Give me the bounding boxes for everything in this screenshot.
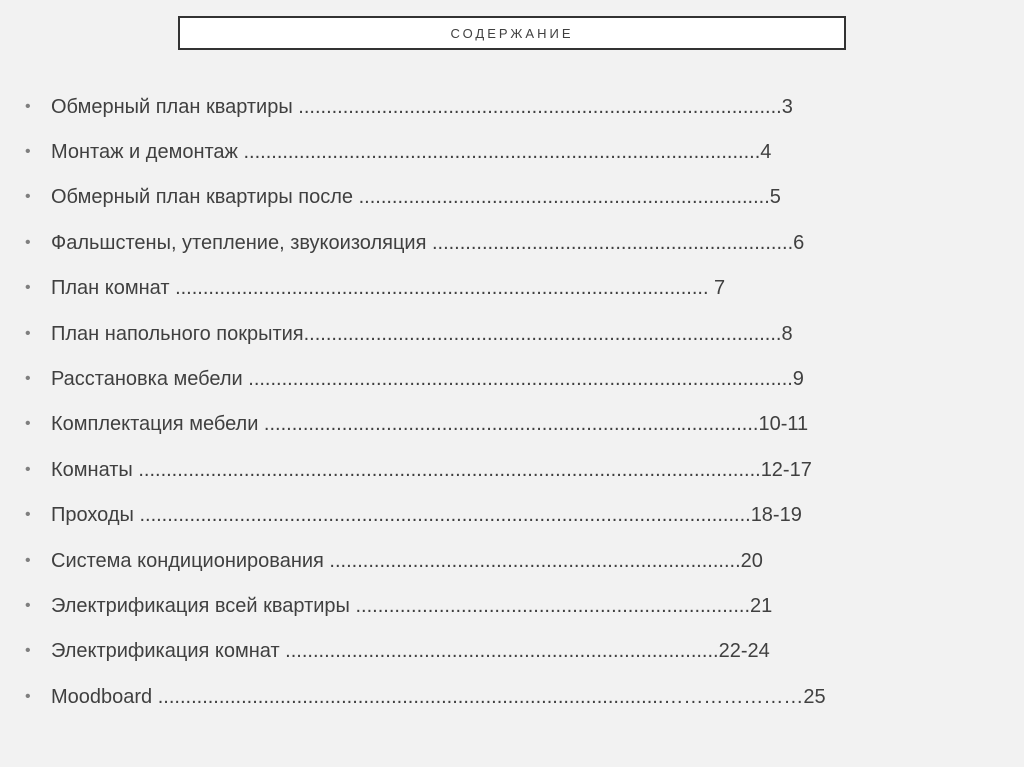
toc-entry: Электрификация всей квартиры .......................................................................21: [51, 594, 773, 617]
toc-entry: Обмерный план квартиры .......................................................................................3: [51, 95, 793, 118]
toc-item: [0, 311, 1024, 356]
toc-entry: Фальшстены, утепление, звукоизоляция .................................................................6: [51, 231, 805, 254]
toc-item: [0, 674, 1024, 719]
table-of-contents: [0, 84, 1024, 719]
toc-entry: Электрификация комнат ..............................................................................22-24: [51, 640, 770, 663]
toc-entry: Обмерный план квартиры после ..........................................................................5: [51, 186, 781, 209]
bullet-icon: •: [25, 596, 31, 614]
toc-entry: Moodboard ...........................................................................................…………………25: [51, 685, 826, 708]
toc-item: [0, 175, 1024, 220]
bullet-icon: •: [25, 551, 31, 569]
bullet-icon: •: [25, 324, 31, 342]
toc-entry: Система кондиционирования ..........................................................................20: [51, 549, 763, 572]
toc-entry: План комнат ................................................................................................ 7: [51, 277, 726, 300]
bullet-icon: •: [25, 279, 31, 297]
toc-item: [0, 266, 1024, 311]
toc-item: [0, 538, 1024, 583]
toc-entry: Комнаты ................................................................................................................12-17: [51, 458, 812, 481]
bullet-icon: •: [25, 687, 31, 705]
bullet-icon: •: [25, 233, 31, 251]
page-title: СОДЕРЖАНИЕ: [450, 25, 574, 41]
bullet-icon: •: [25, 460, 31, 478]
toc-item: [0, 356, 1024, 401]
toc-item: [0, 129, 1024, 174]
bullet-icon: •: [25, 415, 31, 433]
toc-item: [0, 402, 1024, 447]
toc-item: [0, 583, 1024, 628]
toc-entry: Расстановка мебели ..................................................................................................9: [51, 368, 804, 391]
bullet-icon: •: [25, 506, 31, 524]
toc-item: [0, 629, 1024, 674]
toc-item: [0, 493, 1024, 538]
toc-entry: План напольного покрытия......................................................................................8: [51, 322, 793, 345]
toc-item: [0, 447, 1024, 492]
bullet-icon: •: [25, 188, 31, 206]
bullet-icon: •: [25, 642, 31, 660]
toc-entry: Комплектация мебели .........................................................................................10-11: [51, 413, 809, 436]
toc-entry: Проходы ..............................................................................................................18-19: [51, 504, 802, 527]
bullet-icon: •: [25, 143, 31, 161]
title-box: [178, 16, 846, 50]
bullet-icon: •: [25, 97, 31, 115]
toc-entry: Монтаж и демонтаж .............................................................................................4: [51, 141, 772, 164]
toc-item: [0, 84, 1024, 129]
bullet-icon: •: [25, 370, 31, 388]
toc-item: [0, 220, 1024, 265]
